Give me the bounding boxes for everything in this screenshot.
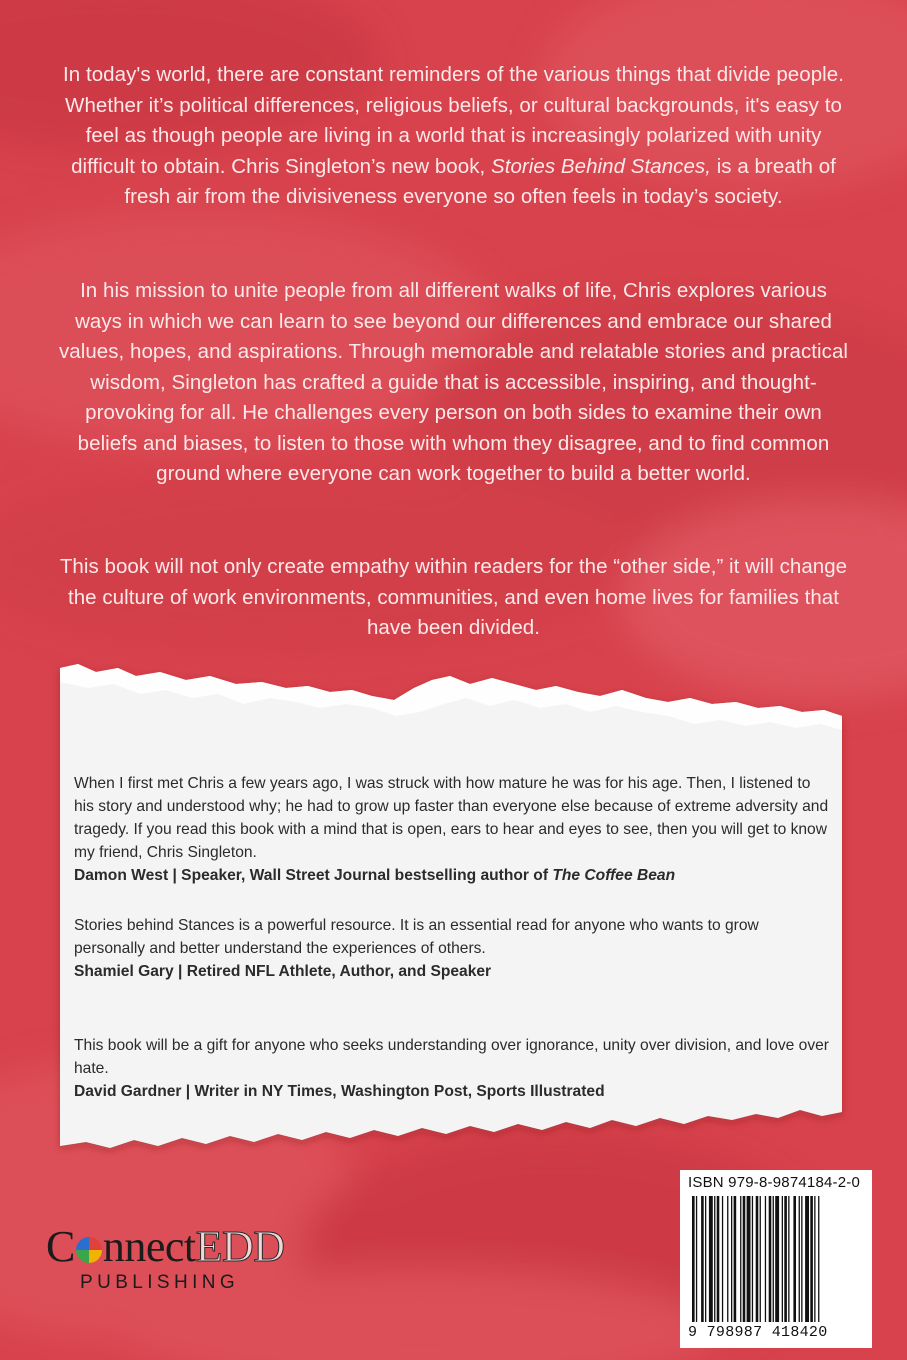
barcode-digits: 9 798987 418420 <box>688 1324 828 1341</box>
barcode-bar <box>769 1196 772 1322</box>
publisher-subtitle: PUBLISHING <box>80 1272 240 1293</box>
endorsement-1-attribution: Damon West | Speaker, Wall Street Journal bestselling author of The Coffee Bean <box>74 867 676 884</box>
blurb-paragraph-3: This book will not only create empathy within readers for the “other side,” it will change the culture of work environments, communities, and even home lives for families that have been divided. <box>59 555 848 639</box>
barcode-bars <box>680 1170 872 1348</box>
barcode-bar <box>805 1196 809 1322</box>
barcode-bar <box>743 1196 746 1322</box>
blurb-paragraph-1: In today's world, there are constant reminders of the various things that divide people. Whether it’s political differences, religious beliefs, or cultural backgrounds, it's easy to feel as though people are living in a world that is increasingly polarized with unity difficult to obtain. Chris Singleton’s new book, Stories Behind Stances, is a breath of fresh air from the divisiveness everyone so often feels in today’s society. <box>63 63 844 208</box>
barcode-bar <box>692 1196 695 1322</box>
barcode-bar <box>701 1196 704 1322</box>
barcode-bar <box>799 1196 800 1322</box>
barcode-bar <box>782 1196 783 1322</box>
barcode-bar <box>760 1196 761 1322</box>
barcode-bar <box>727 1196 728 1322</box>
barcode-bar <box>722 1196 723 1322</box>
barcode-bar <box>747 1196 751 1322</box>
barcode-bar <box>752 1196 753 1322</box>
barcode-bar <box>705 1196 706 1322</box>
barcode-bar <box>793 1196 796 1322</box>
book-title: Stories Behind Stances, <box>491 154 711 178</box>
barcode-bar <box>773 1196 774 1322</box>
endorsement-3-attribution: David Gardner | Writer in NY Times, Washington Post, Sports Illustrated <box>74 1083 605 1100</box>
barcode-bar <box>765 1196 766 1322</box>
barcode-bar <box>696 1196 697 1322</box>
isbn-barcode <box>680 1170 872 1348</box>
endorsement-2-attribution: Shamiel Gary | Retired NFL Athlete, Author, and Speaker <box>74 963 492 980</box>
barcode-bar <box>814 1196 815 1322</box>
barcode-bar <box>788 1196 789 1322</box>
barcode-bar <box>801 1196 802 1322</box>
globe-icon <box>76 1237 102 1263</box>
barcode-bar <box>734 1196 737 1322</box>
barcode-bar <box>818 1196 819 1322</box>
barcode-bar <box>810 1196 813 1322</box>
endorsement-1: When I first met Chris a few years ago, I was struck with how mature he was for his age. Then, I listened to his story and understood why; he had to grow up faster than everyone else because of extreme adversity and tragedy. If you read this book with a mind that is open, ears to hear and eyes to see, then you will get to know my friend, Chris Singleton. Damon West | Speaker, Wall Street Journal bestselling author of The Coffee Bean <box>74 772 834 887</box>
isbn-label: ISBN 979-8-9874184-2-0 <box>688 1174 861 1191</box>
barcode-bar <box>714 1196 715 1322</box>
barcode-bar <box>784 1196 787 1322</box>
barcode-bar <box>709 1196 713 1322</box>
endorsement-2: Stories behind Stances is a powerful resource. It is an essential read for anyone who wants to grow personally and better understand the experiences of others. Shamiel Gary | Retired NFL Athlete, Author, and Speaker <box>74 914 834 983</box>
barcode-bar <box>717 1196 720 1322</box>
publisher-logo <box>46 1222 306 1302</box>
barcode-bar <box>740 1196 741 1322</box>
barcode-bar <box>731 1196 732 1322</box>
barcode-bar <box>775 1196 779 1322</box>
barcode-bar <box>756 1196 759 1322</box>
endorsement-3: This book will be a gift for anyone who seeks understanding over ignorance, unity over division, and love over hate. David Gardner | Writer in NY Times, Washington Post, Sports Illustrated <box>74 1034 834 1103</box>
publisher-name: C nnectEDD <box>46 1222 285 1271</box>
blurb-paragraph-2: In his mission to unite people from all different walks of life, Chris explores various ways in which we can learn to see beyond our differences and embrace our shared values, hopes, and aspirations. Through memorable and relatable stories and practical wisdom, Singleton has crafted a guide that is accessible, inspiring, and thought-provoking for all. He challenges every person on both sides to examine their own beliefs and biases, to listen to those with whom they disagree, and to find common ground where everyone can work together to build a better world. <box>58 279 849 485</box>
